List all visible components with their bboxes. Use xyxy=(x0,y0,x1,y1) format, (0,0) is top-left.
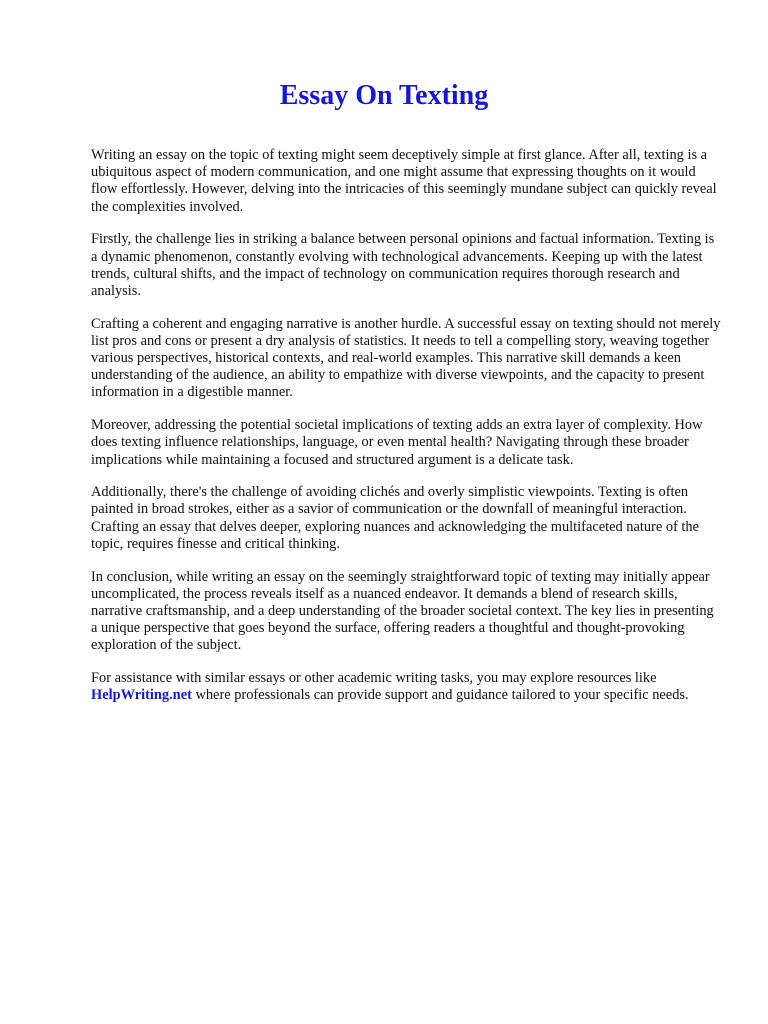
paragraph-conclusion: In conclusion, while writing an essay on the seemingly straightforward topic of texting may initially appear uncomplicated, the process reveals itself as a nuanced endeavor. It demands a blend of research skills, narrative craftsmanship, and a deep understanding of the broader societal context. The key lies in presenting a unique perspective that goes beyond the surface, offering readers a thoughtful and thought-provoking exploration of the subject. xyxy=(91,568,714,654)
page-title: Essay On Texting xyxy=(279,80,489,111)
paragraph-intro: Writing an essay on the topic of texting might seem deceptively simple at first glance. After all, texting is a ubiquitous aspect of modern communication, and one might assume that expressing thoughts on it would flow effortlessly. However, delving into the intricacies of this seemingly mundane subject can quickly reveal the complexities involved. xyxy=(91,147,717,215)
essay-body xyxy=(91,147,721,720)
paragraph-closing xyxy=(91,670,721,704)
paragraph-firstly: Firstly, the challenge lies in striking a balance between personal opinions and factual information. Texting is a dynamic phenomenon, constantly evolving with technological advancements. Keeping up with the latest trends, cultural shifts, and the impact of technology on communication requires thorough research and analysis. xyxy=(91,231,715,299)
paragraph-moreover: Moreover, addressing the potential societal implications of texting adds an extra layer of complexity. How does texting influence relationships, language, or even mental health? Navigating through these broader implications while maintaining a focused and structured argument is a delicate task. xyxy=(91,417,703,468)
closing-text-before-link: For assistance with similar essays or other academic writing tasks, you may explore resources like xyxy=(91,670,657,687)
paragraph-narrative: Crafting a coherent and engaging narrative is another hurdle. A successful essay on texting should not merely list pros and cons or present a dry analysis of statistics. It needs to tell a compelling story, weaving together various perspectives, historical contexts, and real-world examples. This narrative skill demands a keen understanding of the audience, an ability to empathize with diverse viewpoints, and the capacity to present information in a digestible manner. xyxy=(91,315,721,401)
paragraph-additionally: Additionally, there's the challenge of avoiding clichés and overly simplistic viewpoints. Texting is often painted in broad strokes, either as a savior of communication or the downfall of meaningful interaction. Crafting an essay that delves deeper, exploring nuances and acknowledging the multifaceted nature of the topic, requires finesse and critical thinking. xyxy=(91,484,700,552)
closing-text-after-link: where professionals can provide support and guidance tailored to your specific needs. xyxy=(191,687,689,704)
helpwriting-link[interactable]: HelpWriting.net xyxy=(91,687,192,704)
